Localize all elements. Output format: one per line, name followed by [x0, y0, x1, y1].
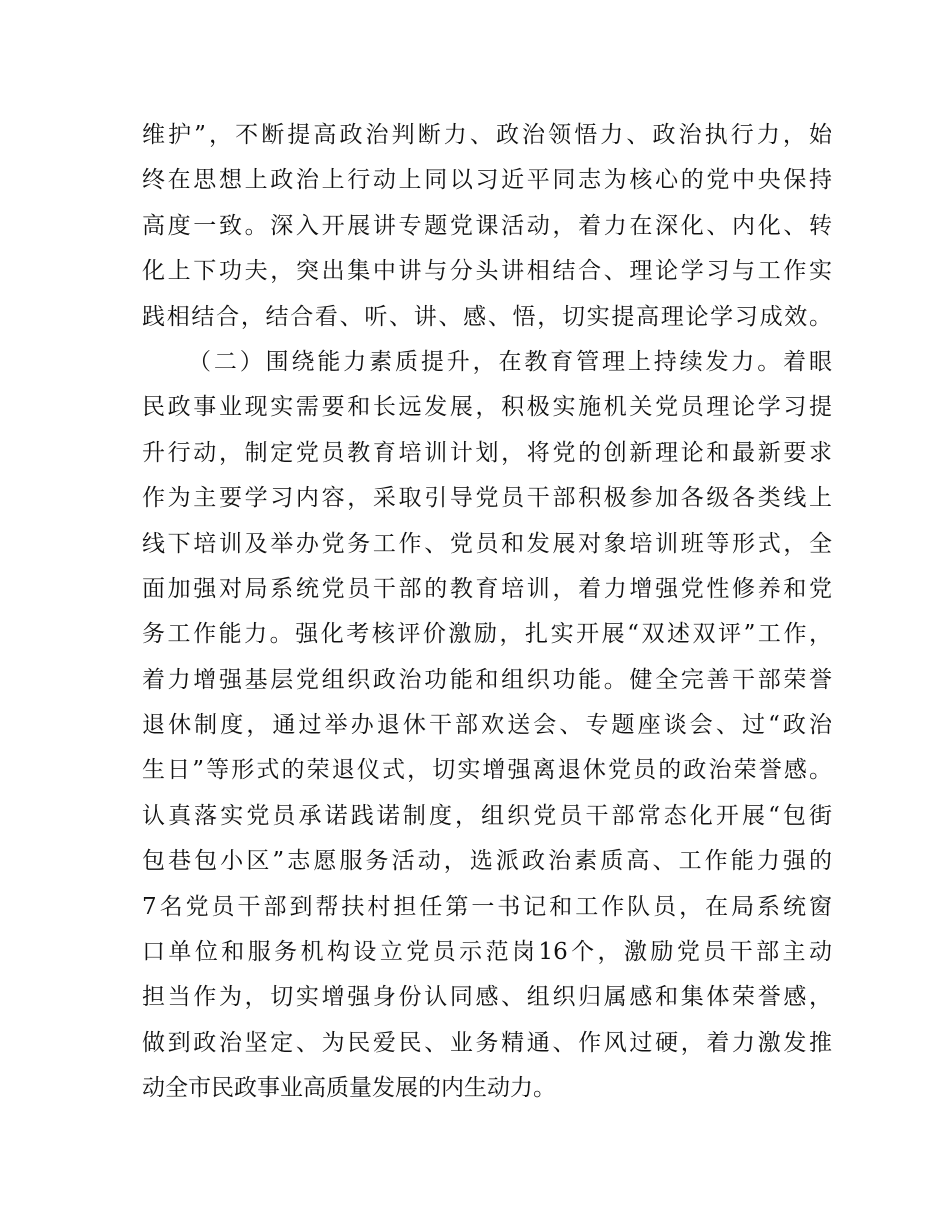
paragraph-line: 着力增强基层党组织政治功能和组织功能。健全完善干部荣誉	[142, 666, 832, 693]
paragraph-line: 担当作为，切实增强身份认同感、组织归属感和集体荣誉感，	[142, 984, 832, 1011]
paragraph-line: 7名党员干部到帮扶村担任第一书记和工作队员，在局系统窗	[142, 893, 832, 920]
paragraph-line: 化上下功夫，突出集中讲与分头讲相结合、理论学习与工作实	[142, 258, 832, 285]
paragraph-heading-line: （二）围绕能力素质提升，在教育管理上持续发力。着眼	[188, 348, 832, 375]
paragraph-line: 动全市民政事业高质量发展的内生动力。	[142, 1075, 556, 1102]
paragraph-line: 做到政治坚定、为民爱民、业务精通、作风过硬，着力激发推	[142, 1029, 832, 1056]
paragraph-line: 维护”，不断提高政治判断力、政治领悟力、政治执行力，始	[142, 122, 832, 148]
paragraph-line: 认真落实党员承诺践诺制度，组织党员干部常态化开展“包街	[142, 802, 832, 829]
paragraph-line: 线下培训及举办党务工作、党员和发展对象培训班等形式，全	[142, 530, 832, 557]
paragraph-line: 践相结合，结合看、听、讲、感、悟，切实提高理论学习成效。	[142, 303, 832, 330]
paragraph-line: 面加强对局系统党员干部的教育培训，着力增强党性修养和党	[142, 575, 832, 602]
paragraph-line: 退休制度，通过举办退休干部欢送会、专题座谈会、过“政治	[142, 712, 832, 739]
paragraph-line: 包巷包小区”志愿服务活动，选派政治素质高、工作能力强的	[142, 848, 832, 875]
paragraph-line: 口单位和服务机构设立党员示范岗16个，激励党员干部主动	[142, 939, 832, 966]
paragraph-line: 生日”等形式的荣退仪式，切实增强离退休党员的政治荣誉感。	[142, 757, 832, 784]
paragraph-line: 升行动，制定党员教育培训计划，将党的创新理论和最新要求	[142, 439, 832, 466]
paragraph-line: 务工作能力。强化考核评价激励，扎实开展“双述双评”工作，	[142, 621, 832, 648]
paragraph-line: 作为主要学习内容，采取引导党员干部积极参加各级各类线上	[142, 485, 832, 512]
paragraph-2	[142, 340, 832, 1112]
paragraph-line: 高度一致。深入开展讲专题党课活动，着力在深化、内化、转	[142, 212, 832, 239]
document-body	[142, 113, 832, 1112]
paragraph-line: 民政事业现实需要和长远发展，积极实施机关党员理论学习提	[142, 394, 832, 421]
paragraph-1	[142, 113, 832, 340]
paragraph-line: 终在思想上政治上行动上同以习近平同志为核心的党中央保持	[142, 167, 832, 194]
